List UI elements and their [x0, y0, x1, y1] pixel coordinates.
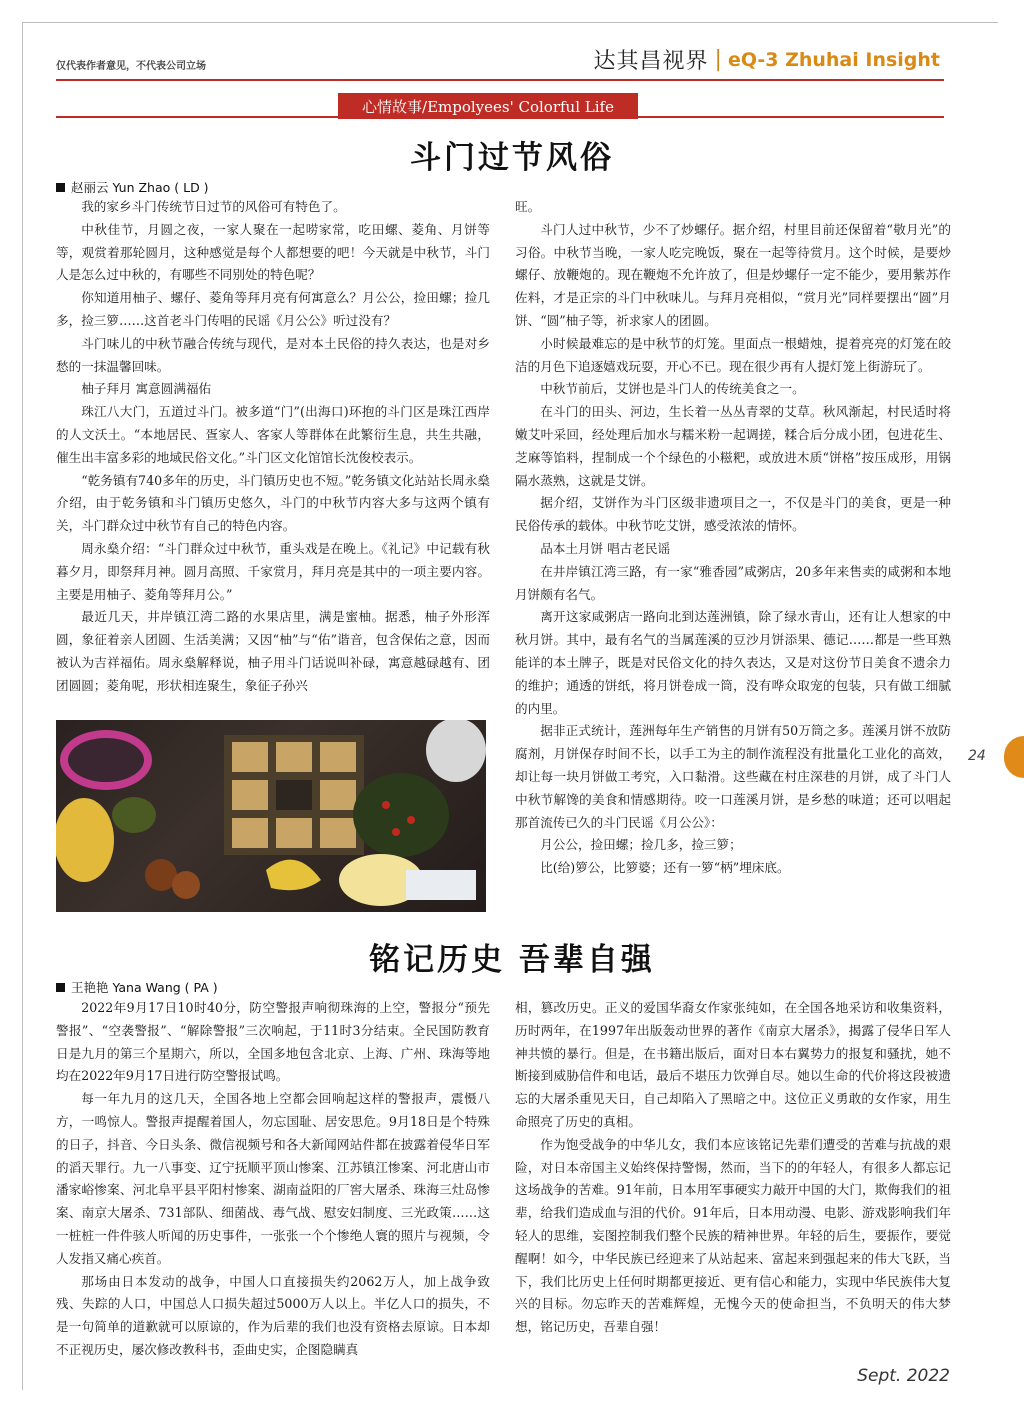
section-banner: 心情故事/Empolyees' Colorful Life — [338, 93, 638, 119]
paragraph: 据非正式统计，莲洲每年生产销售的月饼有50万筒之多。莲溪月饼不放防腐剂，月饼保存时间不长，以手工为主的制作流程没有批量化工业化的高效，却让每一块月饼做工考究，入口黏滑。这些藏在村庄深巷的月饼，成了斗门人中秋节解馋的美食和情感期待。咬一口莲溪月饼，是乡愁的味道；还可以唱起那首流传已久的斗门民谣《月公公》： — [515, 723, 951, 830]
paragraph: 在井岸镇江湾三路，有一家“雅香园”咸粥店，20多年来售卖的咸粥和本地月饼颇有名气。 — [515, 563, 951, 602]
paragraph: 我的家乡斗门传统节日过节的风俗可有特色了。 — [81, 199, 346, 214]
black-square-icon — [56, 183, 65, 192]
brand-separator: | — [714, 47, 722, 72]
paragraph: 小时候最难忘的是中秋节的灯笼。里面点一根蜡烛，提着亮亮的灯笼在皎洁的月色下追逐嬉戏玩耍，开心不已。现在很少再有人提灯笼上街游玩了。 — [515, 335, 951, 374]
brand-en: eQ-3 Zhuhai Insight — [727, 48, 940, 71]
paragraph: 比(给)箩公，比箩婆；还有一箩“柄”埋床底。 — [540, 860, 790, 876]
paragraph: 那场由日本发动的战争，中国人口直接损失约2062万人，加上战争致残、失踪的人口，中国总人口损失超过5000万人以上。半亿人口的损失，不是一句简单的道歉就可以原谅的，作为后辈的我们也没有资格去原谅。日本却不正视历史，屡次修改教科书，歪曲史实，企图隐瞒真 — [56, 1273, 490, 1357]
article2-column-right — [515, 997, 951, 1339]
paragraph: 每一年九月的这几天，全国各地上空都会回响起这样的警报声，震慑八方，一鸣惊人。警报声提醒着国人，勿忘国耻、居安思危。9月18日是个特殊的日子，抖音、今日头条、微信视频号和各大新闻网站件都在披露着侵华日军的滔天罪行。九一八事变、辽宁抚顺平顶山惨案、江苏镇江惨案、河北唐山市潘家峪惨案、河北阜平县平阳村惨案、湖南益阳的厂窖大屠杀、珠海三灶岛惨案、南京大屠杀、731部队、细菌战、毒气战、慰安妇制度、三光政策……这一桩桩一件件骇人听闻的历史事件，一张张一个个惨绝人寰的照片与视频，令人发指又痛心疾首。 — [56, 1091, 490, 1266]
author-name-2: 王艳艳 Yana Wang ( PA ) — [71, 980, 218, 995]
paragraph: 月公公，捡田螺；捡几多，捡三箩； — [540, 837, 742, 853]
paragraph: 离开这家咸粥店一路向北到达莲洲镇，除了绿水青山，还有让人想家的中秋月饼。其中，最有名气的当属莲溪的豆沙月饼添果、德记……都是一些耳熟能详的本土牌子，既是对民俗文化的持久表达，又是对这份节日美食不遗余力的维护；通透的饼纸，将月饼卷成一筒，没有哗众取宠的包装，只有做工细腻的内里。 — [515, 609, 951, 716]
paragraph: 中秋节前后，艾饼也是斗门人的传统美食之一。 — [540, 381, 805, 397]
brand-cn: 达其昌视界 — [593, 49, 709, 74]
paragraph: 柚子拜月 寓意圆满福佑 — [81, 381, 212, 397]
paragraph: 斗门人过中秋节，少不了炒螺仔。据介绍，村里目前还保留着“敬月光”的习俗。中秋节当晚，一家人吃完晚饭，聚在一起等待赏月。这个时候，是要炒螺仔、放鞭炮的。现在鞭炮不允许放了，但是炒螺仔一定不能少，要用紫苏作佐料，才是正宗的斗门中秋味儿。与拜月亮相似，“赏月光”同样要摆出“圆”月饼、“圆”柚子等，祈求家人的团圆。 — [515, 221, 951, 328]
mooncake-photo-illustration — [56, 720, 486, 912]
article-author-2 — [56, 978, 218, 996]
paragraph: 2022年9月17日10时40分，防空警报声响彻珠海的上空，警报分“预先警报”、“空袭警报”、“解除警报”三次响起，于11时3分结束。全民国防教育日是九月的第三个星期六，所以，全国多地包含北京、上海、广州、珠海等地均在2022年9月17日进行防空警报试鸣。 — [56, 1000, 490, 1084]
paragraph: 周永燊介绍：“斗门群众过中秋节，重头戏是在晚上。《礼记》中记载有秋暮夕月，即祭拜月神。圆月高照、千家赏月，拜月亮是其中的一项主要内容。主要是用柚子、菱角等拜月公。” — [56, 540, 490, 602]
paragraph: 中秋佳节，月圆之夜，一家人聚在一起唠家常，吃田螺、菱角、月饼等等，观赏着那轮圆月，这种感觉是每个人都想要的吧！今天就是中秋节，斗门人是怎么过中秋的，有哪些不同别处的特色呢？ — [56, 221, 490, 283]
paragraph: 作为饱受战争的中华儿女，我们本应该铭记先辈们遭受的苦难与抗战的艰险，对日本帝国主义始终保持警惕，然而，当下的的年轻人，有很多人都忘记这场战争的苦难。91年前，日本用军事硬实力敲开中国的大门，欺侮我们的祖辈，给我们造成血与泪的代价。91年后，日本用动漫、电影、游戏影响我们年轻人的思维，妄图控制我们整个民族的精神世界。年轻的后生，要振作，要觉醒啊！如今，中华民族已经迎来了从站起来、富起来到强起来的伟大飞跃，当下，我们比历史上任何时期都更接近、更有信心和能力，实现中华民族伟大复兴的目标。勿忘昨天的苦难辉煌，无愧今天的使命担当，不负明天的伟大梦想，铭记历史，吾辈自强！ — [515, 1136, 951, 1335]
paragraph: 珠江八大门，五道过斗门。被多道“门”(出海口)环抱的斗门区是珠江西岸的人文沃土。“本地居民、疍家人、客家人等群体在此繁衍生息，共生共融，催生出丰富多彩的地域民俗文化。”斗门区文化馆馆长沈俊校表示。 — [56, 404, 490, 465]
article2-column-left — [56, 997, 490, 1362]
paragraph: “乾务镇有740多年的历史，斗门镇历史也不短。”乾务镇文化站站长周永燊介绍，由于乾务镇和斗门镇历史悠久，斗门的中秋节内容大多与这两个镇有关，斗门群众过中秋节有自己的特色内容。 — [56, 472, 490, 534]
paragraph: 你知道用柚子、螺仔、菱角等拜月亮有何寓意么？月公公，捡田螺；捡几多，捡三箩……这首老斗门传唱的民谣《月公公》听过没有？ — [56, 290, 490, 328]
article-author — [56, 178, 209, 196]
page-tab-marker — [1004, 736, 1024, 778]
paragraph: 最近几天，井岸镇江湾二路的水果店里，满是蜜柚。据悉，柚子外形浑圆，象征着亲人团圆、生活美满；又因“柚”与“佑”谐音，包含保佑之意，因而被认为吉祥福佑。周永燊解释说，柚子用斗门话说叫补碌，寓意越碌越有、团团圆圆；菱角呢，形状相连聚生，象征子孙兴 — [56, 609, 490, 693]
paragraph: 品本土月饼 唱古老民谣 — [540, 540, 671, 556]
paragraph: 相，篡改历史。正义的爱国华裔女作家张纯如，在全国各地采访和收集资料，历时两年，在1997年出版轰动世界的著作《南京大屠杀》，揭露了侵华日军人神共愤的暴行。但是，在书籍出版后，面对日本右翼势力的报复和骚扰，她不断接到威胁信件和电话，最后不堪压力饮弹自尽。她以生命的代价将这段被遗忘的大屠杀重见天日，自己却陷入了黑暗之中。这位正义勇敢的女作家，用生命照亮了历史的真相。 — [515, 1000, 951, 1129]
article-title: 斗门过节风俗 — [410, 140, 614, 176]
paragraph: 旺。 — [515, 199, 541, 214]
page-number: 24 — [968, 748, 986, 764]
issue-date: Sept. 2022 — [857, 1366, 950, 1386]
article-column-left — [56, 196, 490, 698]
paragraph: 斗门味儿的中秋节融合传统与现代，是对本土民俗的持久表达，也是对乡愁的一抹温馨回味。 — [56, 335, 490, 374]
article-column-right — [515, 196, 951, 880]
festival-photo — [56, 720, 486, 912]
black-square-icon — [56, 983, 65, 992]
brand-logo — [594, 44, 940, 75]
paragraph: 在斗门的田头、河边，生长着一丛丛青翠的艾草。秋风渐起，村民适时将嫩艾叶采回，经处理后加水与糯米粉一起调搓，糅合后分成小团，包进花生、芝麻等馅料，捏制成一个个绿色的小糍粑，或放进木质“饼格”按压成形，用锅隔水蒸熟，这就是艾饼。 — [515, 404, 951, 488]
article-title-2: 铭记历史 吾辈自强 — [369, 942, 655, 978]
header-rule — [56, 79, 944, 81]
paragraph: 据介绍，艾饼作为斗门区级非遗项目之一，不仅是斗门的美食，更是一种民俗传承的载体。中秋节吃艾饼，感受浓浓的情怀。 — [515, 495, 951, 534]
author-name: 赵丽云 Yun Zhao ( LD ) — [71, 180, 209, 195]
header-disclaimer: 仅代表作者意见，不代表公司立场 — [56, 61, 206, 72]
